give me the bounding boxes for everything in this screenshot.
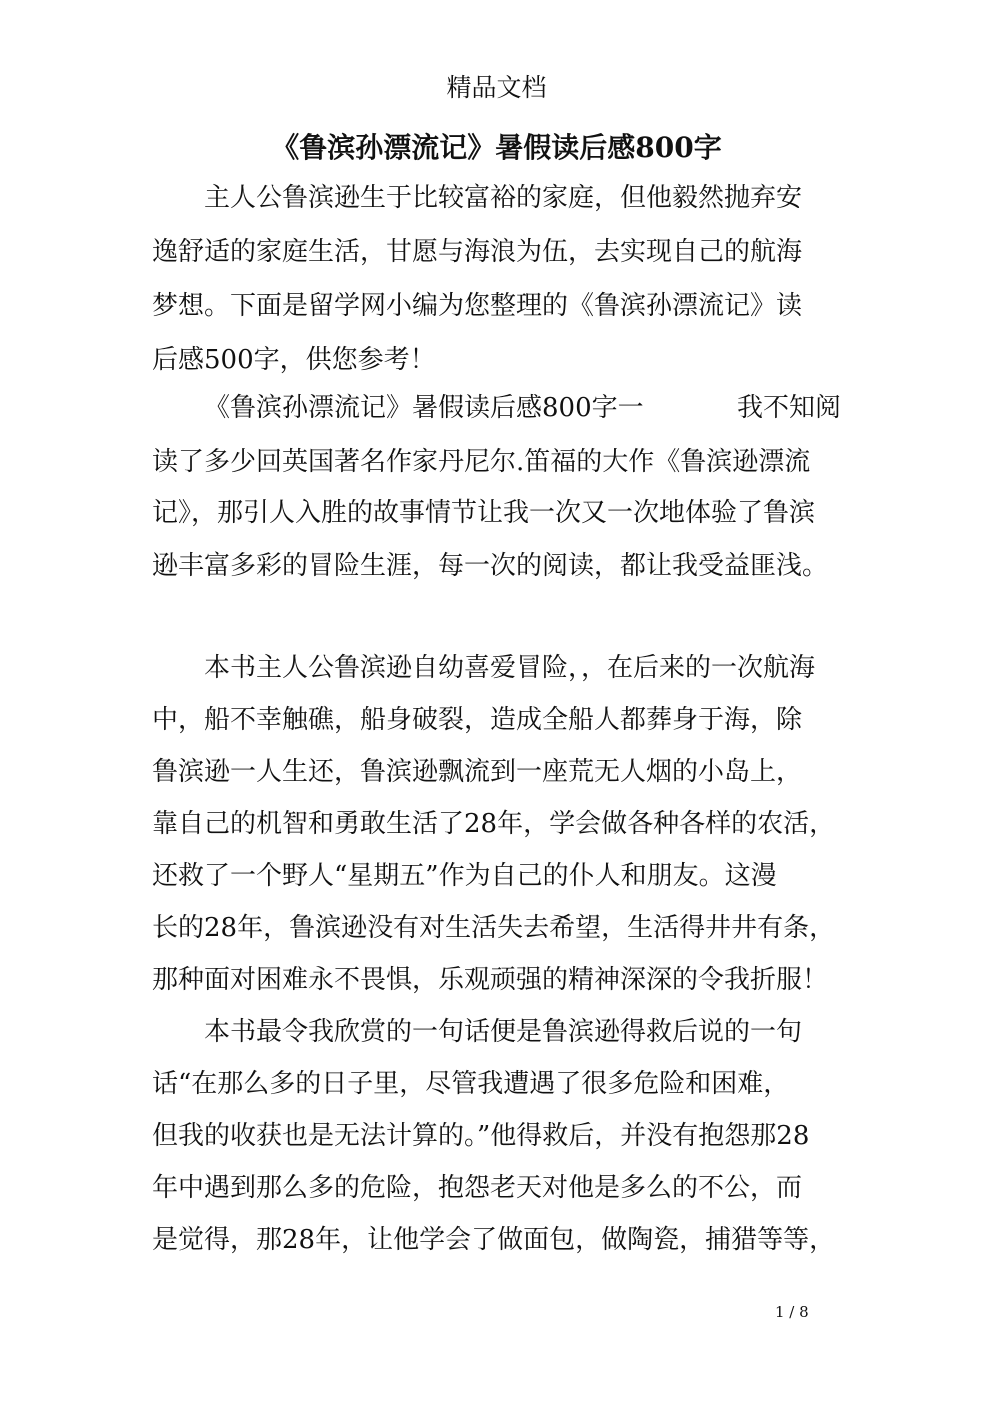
- paragraph-line: 记》，那引人入胜的故事情节让我一次又一次地体验了鲁滨: [152, 498, 816, 528]
- paragraph-line: 是觉得，那28年，让他学会了做面包，做陶瓷，捕猎等等，: [152, 1225, 836, 1255]
- page-number: 1 / 8: [775, 1303, 809, 1321]
- paragraph-line: 我不知阅: [737, 393, 842, 423]
- paragraph-line: 主人公鲁滨逊生于比较富裕的家庭，但他毅然抛弃安: [204, 183, 803, 213]
- paragraph-line: 逸舒适的家庭生活，甘愿与海浪为伍，去实现自己的航海: [152, 237, 803, 267]
- paragraph-line: 那种面对困难永不畏惧，乐观顽强的精神深深的令我折服！: [152, 965, 829, 995]
- paragraph-line: 年中遇到那么多的危险，抱怨老天对他是多么的不公，而: [152, 1173, 803, 1203]
- paragraph-line: 读了多少回英国著名作家丹尼尔.笛福的大作《鲁滨逊漂流: [152, 447, 811, 477]
- paragraph-line: 本书主人公鲁滨逊自幼喜爱冒险，，在后来的一次航海: [204, 653, 816, 683]
- paragraph-line: 鲁滨逊一人生还，鲁滨逊飘流到一座荒无人烟的小岛上，: [152, 757, 803, 787]
- document-title: 《鲁滨孙漂流记》暑假读后感800字: [271, 131, 722, 164]
- paragraph-line: 但我的收获也是无法计算的。”他得救后，并没有抱怨那28: [152, 1121, 810, 1151]
- paragraph-line: 后感500字，供您参考！: [152, 345, 436, 375]
- paragraph-line: 本书最令我欣赏的一句话便是鲁滨逊得救后说的一句: [204, 1017, 803, 1047]
- paragraph-line: 还救了一个野人“星期五”作为自己的仆人和朋友。这漫: [152, 861, 777, 891]
- paragraph-line: 逊丰富多彩的冒险生涯，每一次的阅读，都让我受益匪浅。: [152, 551, 829, 581]
- paragraph-line: 靠自己的机智和勇敢生活了28年，学会做各种各样的农活，: [152, 809, 836, 839]
- paragraph-line: 话“在那么多的日子里，尽管我遭遇了很多危险和困难，: [152, 1069, 790, 1099]
- paragraph-line: 中，船不幸触礁，船身破裂，造成全船人都葬身于海，除: [152, 705, 803, 735]
- paragraph-line: 长的28年，鲁滨逊没有对生活失去希望，生活得井井有条，: [152, 913, 836, 943]
- document-header: 精品文档: [446, 73, 547, 102]
- paragraph-line: 梦想。下面是留学网小编为您整理的《鲁滨孙漂流记》读: [152, 291, 803, 321]
- section-heading-line: 《鲁滨孙漂流记》暑假读后感800字一: [204, 393, 644, 423]
